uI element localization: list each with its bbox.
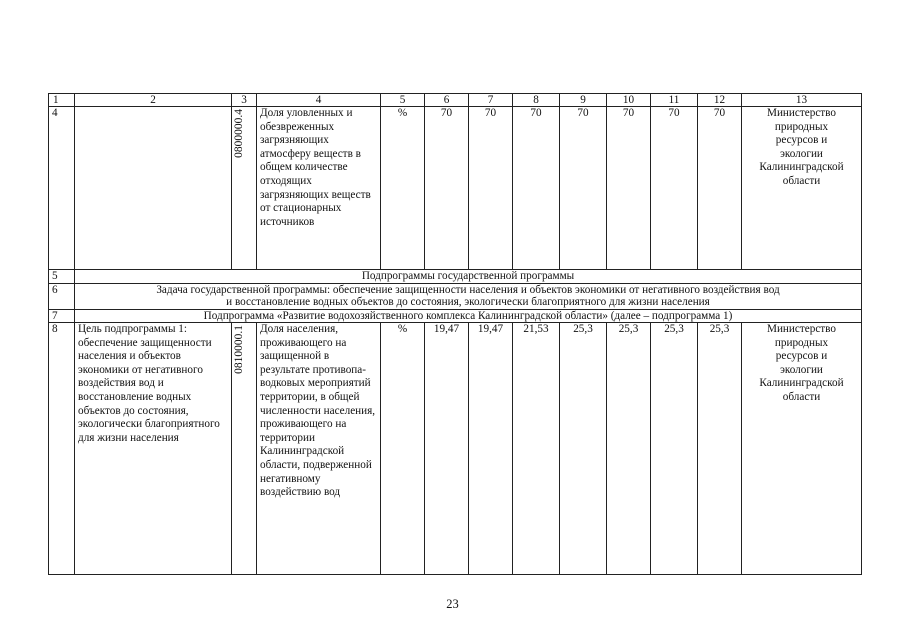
unit: % (381, 107, 425, 270)
indicator-name: Доля уловленных и обезвреженных загрязняющих атмосферу веществ в общем количестве отходящих загрязняющих веществ от стационарных источников (257, 107, 381, 270)
table-row (49, 309, 862, 323)
value-cell: 70 (560, 107, 607, 270)
value-cell: 19,47 (425, 323, 469, 575)
value-cell: 25,3 (560, 323, 607, 575)
page-number: 23 (446, 597, 459, 611)
indicator-code: 0800000.4 (233, 109, 245, 158)
table-row (49, 283, 862, 309)
header-cell: 7 (469, 94, 513, 107)
header-cell: 2 (75, 94, 232, 107)
table-row (49, 107, 862, 270)
header-cell: 9 (560, 94, 607, 107)
header-cell: 10 (607, 94, 651, 107)
header-cell: 11 (651, 94, 698, 107)
indicators-table (48, 93, 862, 575)
header-cell: 12 (698, 94, 742, 107)
indicator-name: Доля населения, проживающего на защищенной в результате противопа-водковых мероприятий территории, в общей численности населения, проживающего на территории Калининградской области, подверженной негативному воздействию вод (257, 323, 381, 575)
value-cell: 70 (469, 107, 513, 270)
row-number: 7 (49, 309, 75, 323)
column-number-row (49, 94, 862, 107)
value-cell: 70 (698, 107, 742, 270)
unit: % (381, 323, 425, 575)
subprogram-heading: Подпрограмма «Развитие водохозяйственного комплекса Калининградской области» (далее – подпрограмма 1) (75, 309, 862, 323)
responsible-executor: Министерство природных ресурсов и экологии Калининградской области (742, 107, 862, 270)
row-number: 8 (49, 323, 75, 575)
value-cell: 70 (651, 107, 698, 270)
indicator-code-cell (232, 107, 257, 270)
value-cell: 25,3 (651, 323, 698, 575)
value-cell: 70 (425, 107, 469, 270)
value-cell: 25,3 (607, 323, 651, 575)
row-number: 5 (49, 270, 75, 284)
value-cell: 70 (513, 107, 560, 270)
header-cell: 1 (49, 94, 75, 107)
section-heading: Подпрограммы государственной программы (75, 270, 862, 284)
program-task: Задача государственной программы: обеспечение защищенности населения и объектов экономики от негативного воздействия вод и восстановление водных объектов до состояния, экологически благоприятного для жизни населения (75, 283, 862, 309)
row-name (75, 107, 232, 270)
header-cell: 5 (381, 94, 425, 107)
indicator-code: 0810000.1 (233, 325, 245, 374)
row-number: 4 (49, 107, 75, 270)
value-cell: 70 (607, 107, 651, 270)
table-row (49, 270, 862, 284)
value-cell: 19,47 (469, 323, 513, 575)
header-cell: 3 (232, 94, 257, 107)
header-cell: 6 (425, 94, 469, 107)
indicator-code-cell (232, 323, 257, 575)
row-number: 6 (49, 283, 75, 309)
table-row (49, 323, 862, 575)
responsible-executor: Министерство природных ресурсов и экологии Калининградской области (742, 323, 862, 575)
subprogram-goal: Цель подпрограммы 1: обеспечение защищенности населения и объектов экономики от негативного воздействия вод и восстановление водных объектов до состояния, экологически благоприятного для жизни населения (75, 323, 232, 575)
value-cell: 21,53 (513, 323, 560, 575)
header-cell: 4 (257, 94, 381, 107)
value-cell: 25,3 (698, 323, 742, 575)
header-cell: 8 (513, 94, 560, 107)
header-cell: 13 (742, 94, 862, 107)
